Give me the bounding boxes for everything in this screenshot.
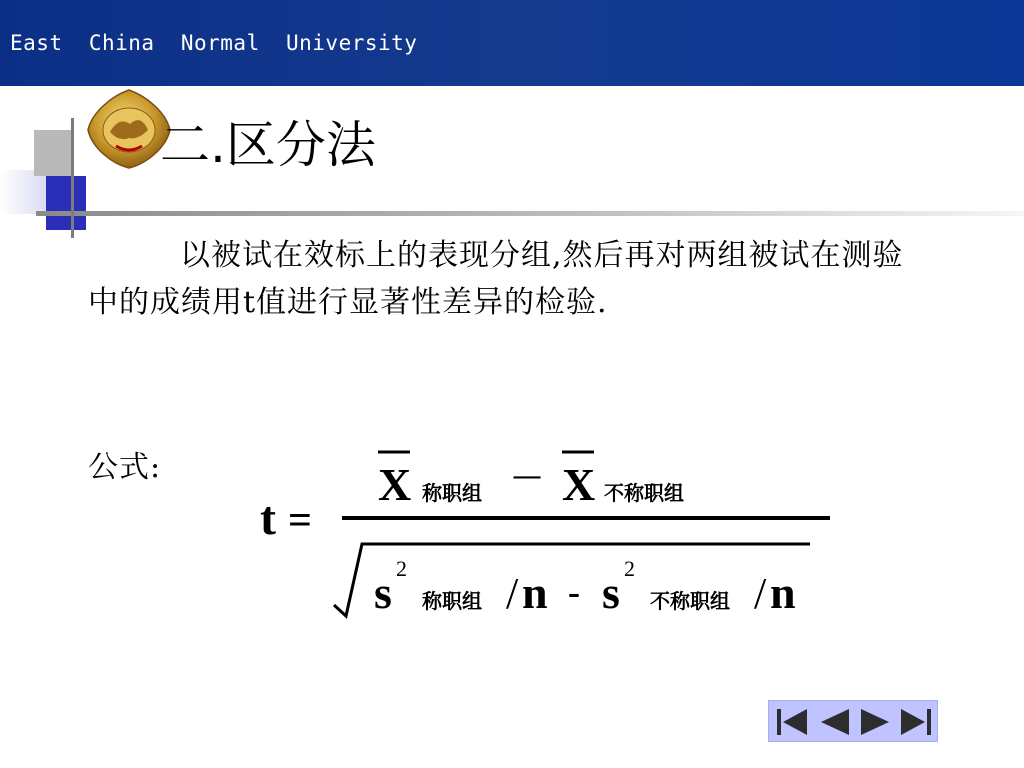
group-a-subscript-denominator: 称职组: [422, 589, 482, 613]
n-a: n: [522, 567, 548, 618]
variance-symbol-a: s: [374, 567, 392, 618]
body-paragraph: 以被试在效标上的表现分组,然后再对两组被试在测验中的成绩用t值进行显著性差异的检验.: [88, 238, 904, 320]
group-a-subscript: 称职组: [422, 481, 482, 505]
slide-title: 二.区分法: [160, 116, 376, 174]
title-divider-line: [36, 211, 1024, 216]
group-b-subscript: 不称职组: [604, 481, 684, 505]
mean-symbol-a: X: [378, 459, 412, 510]
slide-navigation: [768, 700, 938, 742]
formula-label: 公式:: [88, 450, 162, 485]
decoration-blue-square: [46, 176, 86, 230]
n-b: n: [770, 567, 796, 618]
first-slide-icon[interactable]: [773, 705, 811, 739]
divide-a: /: [506, 569, 519, 618]
header-title: East China Normal University: [10, 31, 418, 55]
decoration-gray-square: [34, 130, 74, 176]
variance-symbol-b: s: [602, 567, 620, 618]
last-slide-icon[interactable]: [897, 705, 935, 739]
denominator-minus: -: [568, 572, 580, 612]
divide-b: /: [754, 569, 767, 618]
power-b: 2: [624, 556, 635, 581]
mean-symbol-b: X: [562, 459, 596, 510]
power-a: 2: [396, 556, 407, 581]
group-b-subscript-denominator: 不称职组: [650, 589, 730, 613]
next-slide-icon[interactable]: [857, 705, 895, 739]
equals-sign: =: [288, 498, 312, 544]
numerator-minus: —: [512, 459, 542, 494]
decoration-vertical-line: [71, 118, 74, 238]
header-bar: [0, 0, 1024, 86]
previous-slide-icon[interactable]: [815, 705, 853, 739]
t-test-formula: [250, 440, 850, 630]
t-symbol: t: [260, 492, 276, 545]
